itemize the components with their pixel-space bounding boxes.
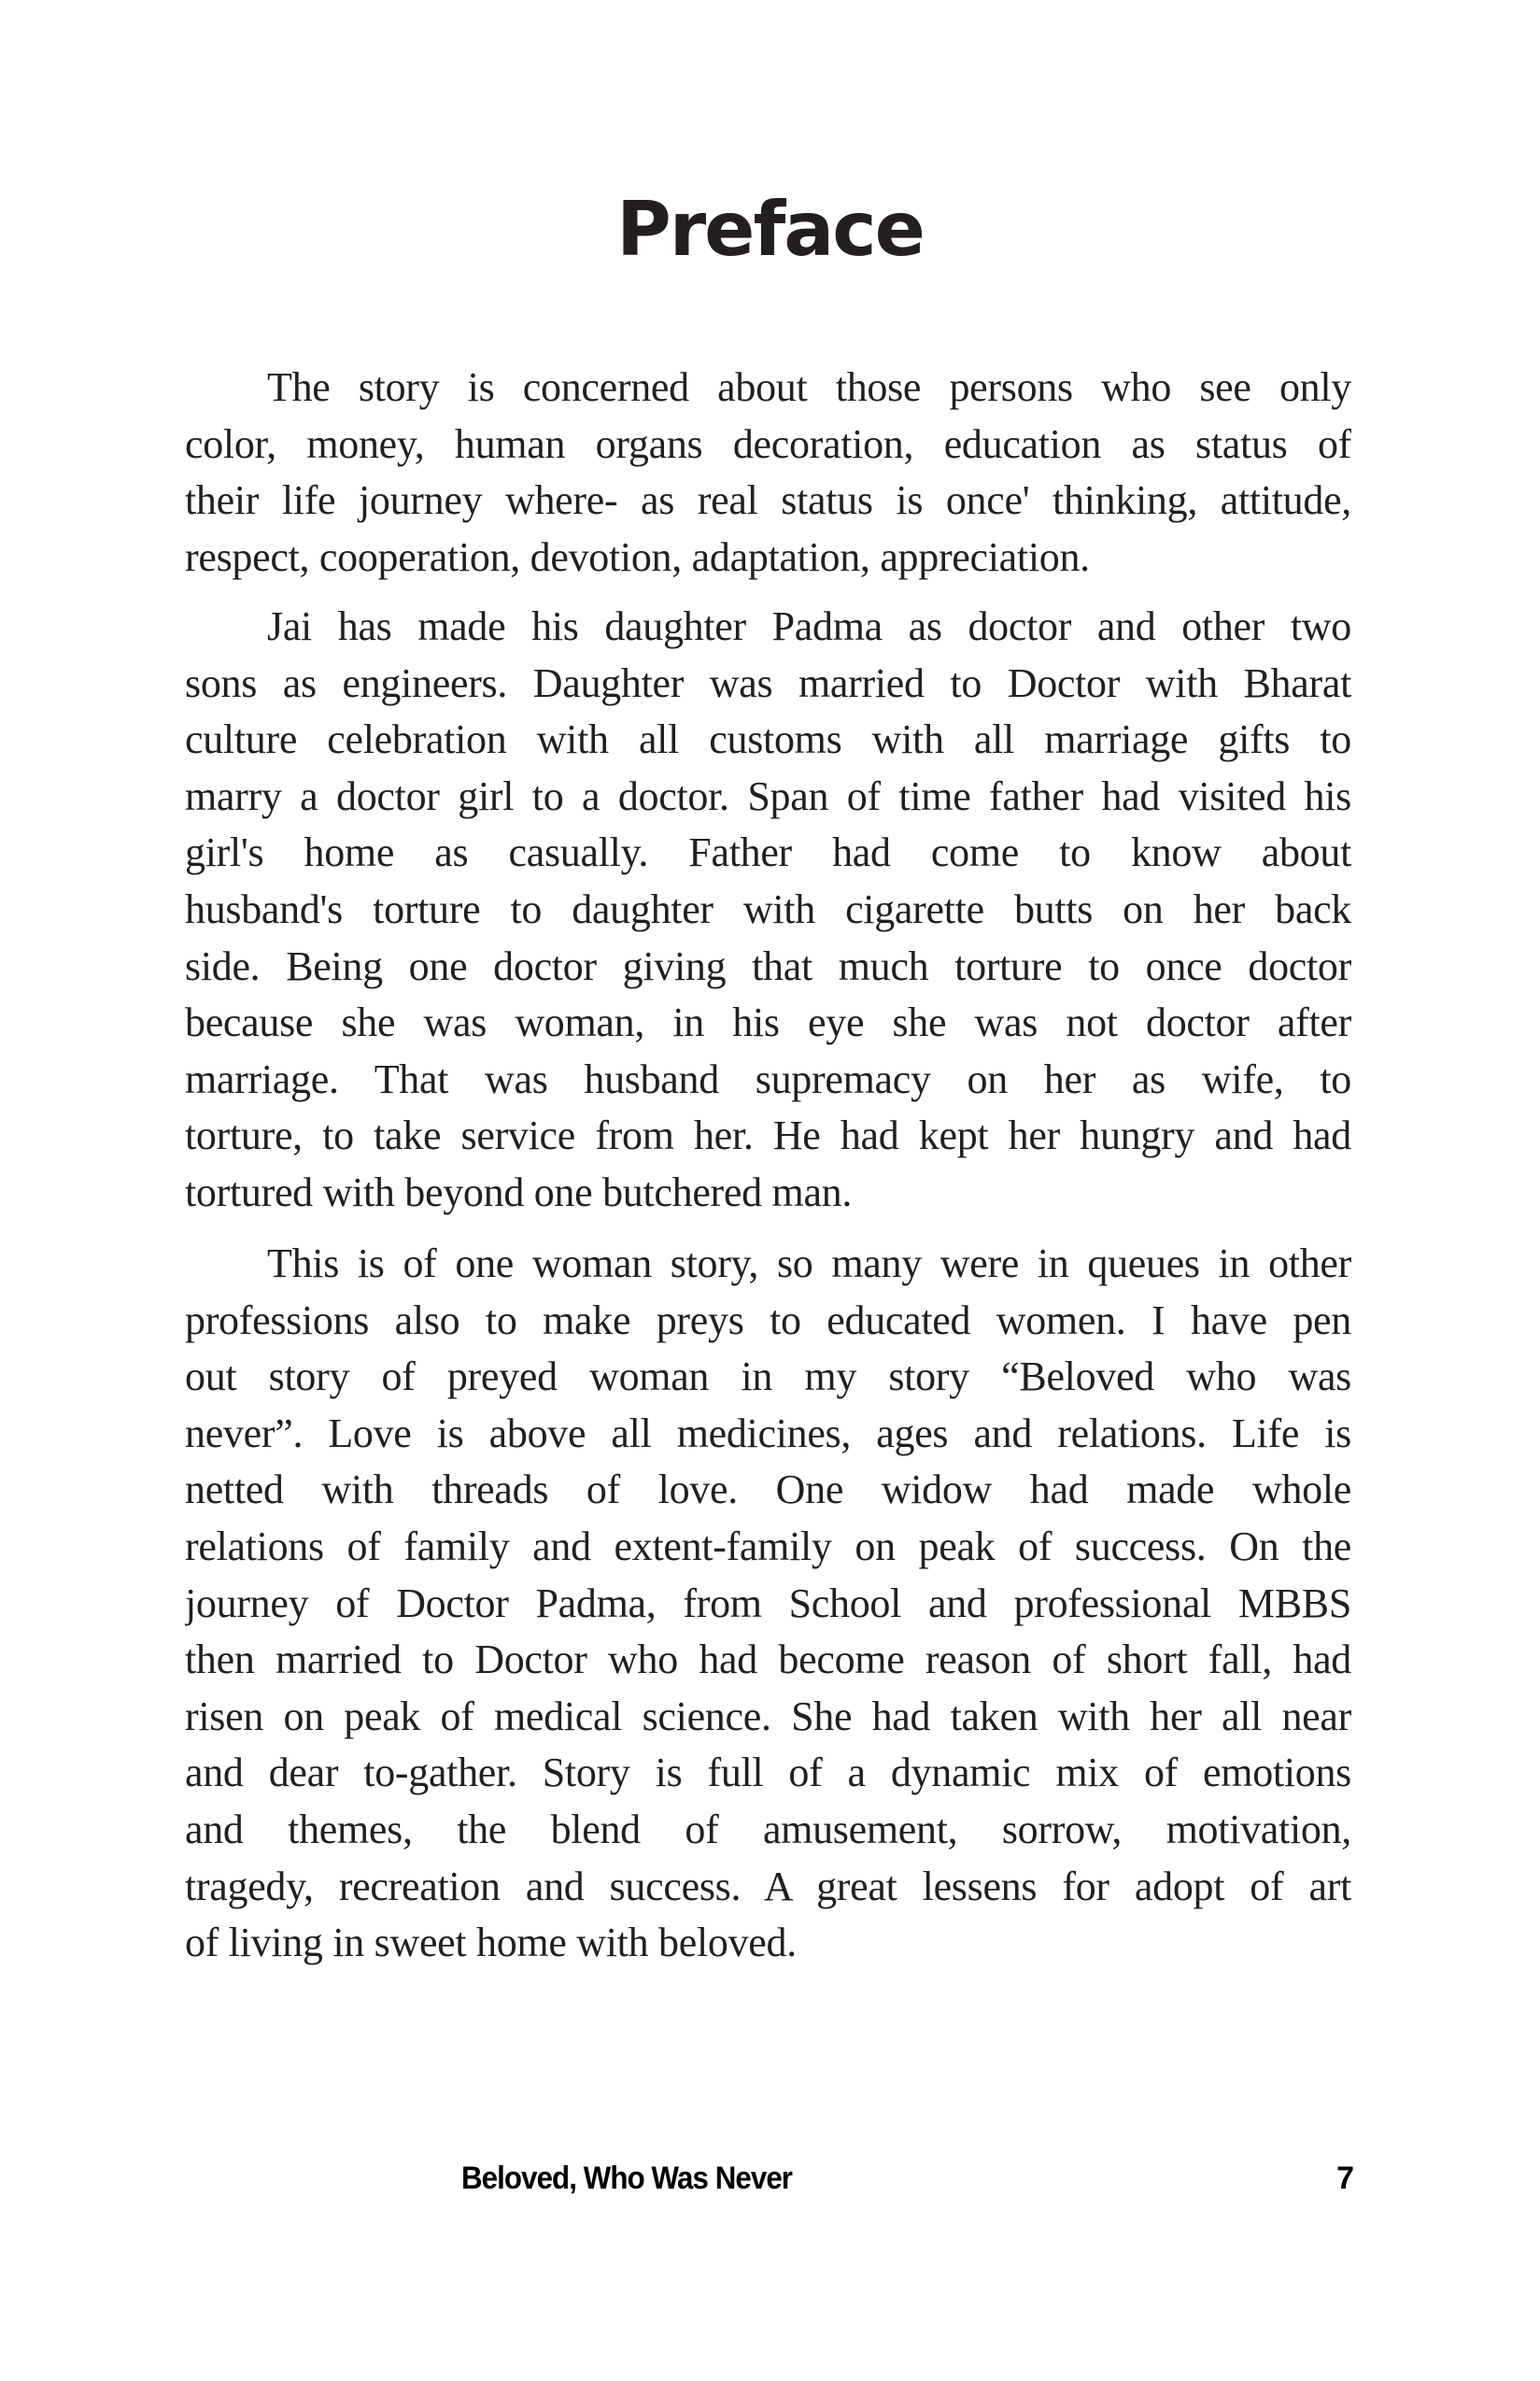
text-line: their life journey where- as real status is once' thinking, attitude, [185,477,1351,524]
text-line: tortured with beyond one butchered man. [185,1169,853,1215]
text-line: husband's torture to daughter with cigarette butts on her back [185,886,1351,932]
text-line: respect, cooperation, devotion, adaptation, appreciation. [185,533,1090,580]
text-line: Jai has made his daughter Padma as doctor and other two [267,603,1351,649]
text-line: This is of one woman story, so many were in queues in other [267,1240,1351,1286]
text-line: because she was woman, in his eye she was not doctor after [185,999,1351,1046]
paragraph-1 [185,360,1351,586]
text-line: torture, to take service from her. He had kept her hungry and had [185,1113,1351,1159]
page-number: 7 [1336,2161,1354,2196]
text-line: out story of preyed woman in my story “Beloved who was [185,1353,1351,1400]
text-line: journey of Doctor Padma, from School and professional MBBS [185,1580,1351,1626]
text-line: culture celebration with all customs with all marriage gifts to [185,716,1351,763]
text-line: tragedy, recreation and success. A great lessens for adopt of art [185,1863,1351,1909]
text-line: and dear to-gather. Story is full of a dynamic mix of emotions [185,1750,1351,1796]
text-line: sons as engineers. Daughter was married to Doctor with Bharat [185,659,1351,706]
text-line: never”. Love is above all medicines, ages and relations. Life is [185,1410,1351,1456]
text-line: professions also to make preys to educated women. I have pen [185,1297,1351,1343]
page-title: Preface [616,186,924,273]
text-line: netted with threads of love. One widow had made whole [185,1467,1351,1513]
text-line: and themes, the blend of amusement, sorrow, motivation, [185,1806,1351,1852]
text-line: color, money, human organs decoration, education as status of [185,420,1351,467]
paragraph-2 [185,599,1351,1222]
text-line: girl's home as casually. Father had come to know about [185,829,1351,876]
text-line: risen on peak of medical science. She had taken with her all near [185,1693,1351,1739]
text-line: relations of family and extent-family on peak of success. On the [185,1523,1351,1569]
text-line: marriage. That was husband supremacy on her as wife, to [185,1056,1351,1102]
text-line: marry a doctor girl to a doctor. Span of time father had visited his [185,772,1351,819]
text-line: The story is concerned about those persons who see only [267,364,1351,410]
text-line: of living in sweet home with beloved. [185,1920,797,1966]
running-footer-book-title: Beloved, Who Was Never [461,2161,793,2196]
text-line: side. Being one doctor giving that much torture to once doctor [185,942,1351,989]
paragraph-3 [185,1236,1351,1972]
text-line: then married to Doctor who had become reason of short fall, had [185,1637,1351,1683]
